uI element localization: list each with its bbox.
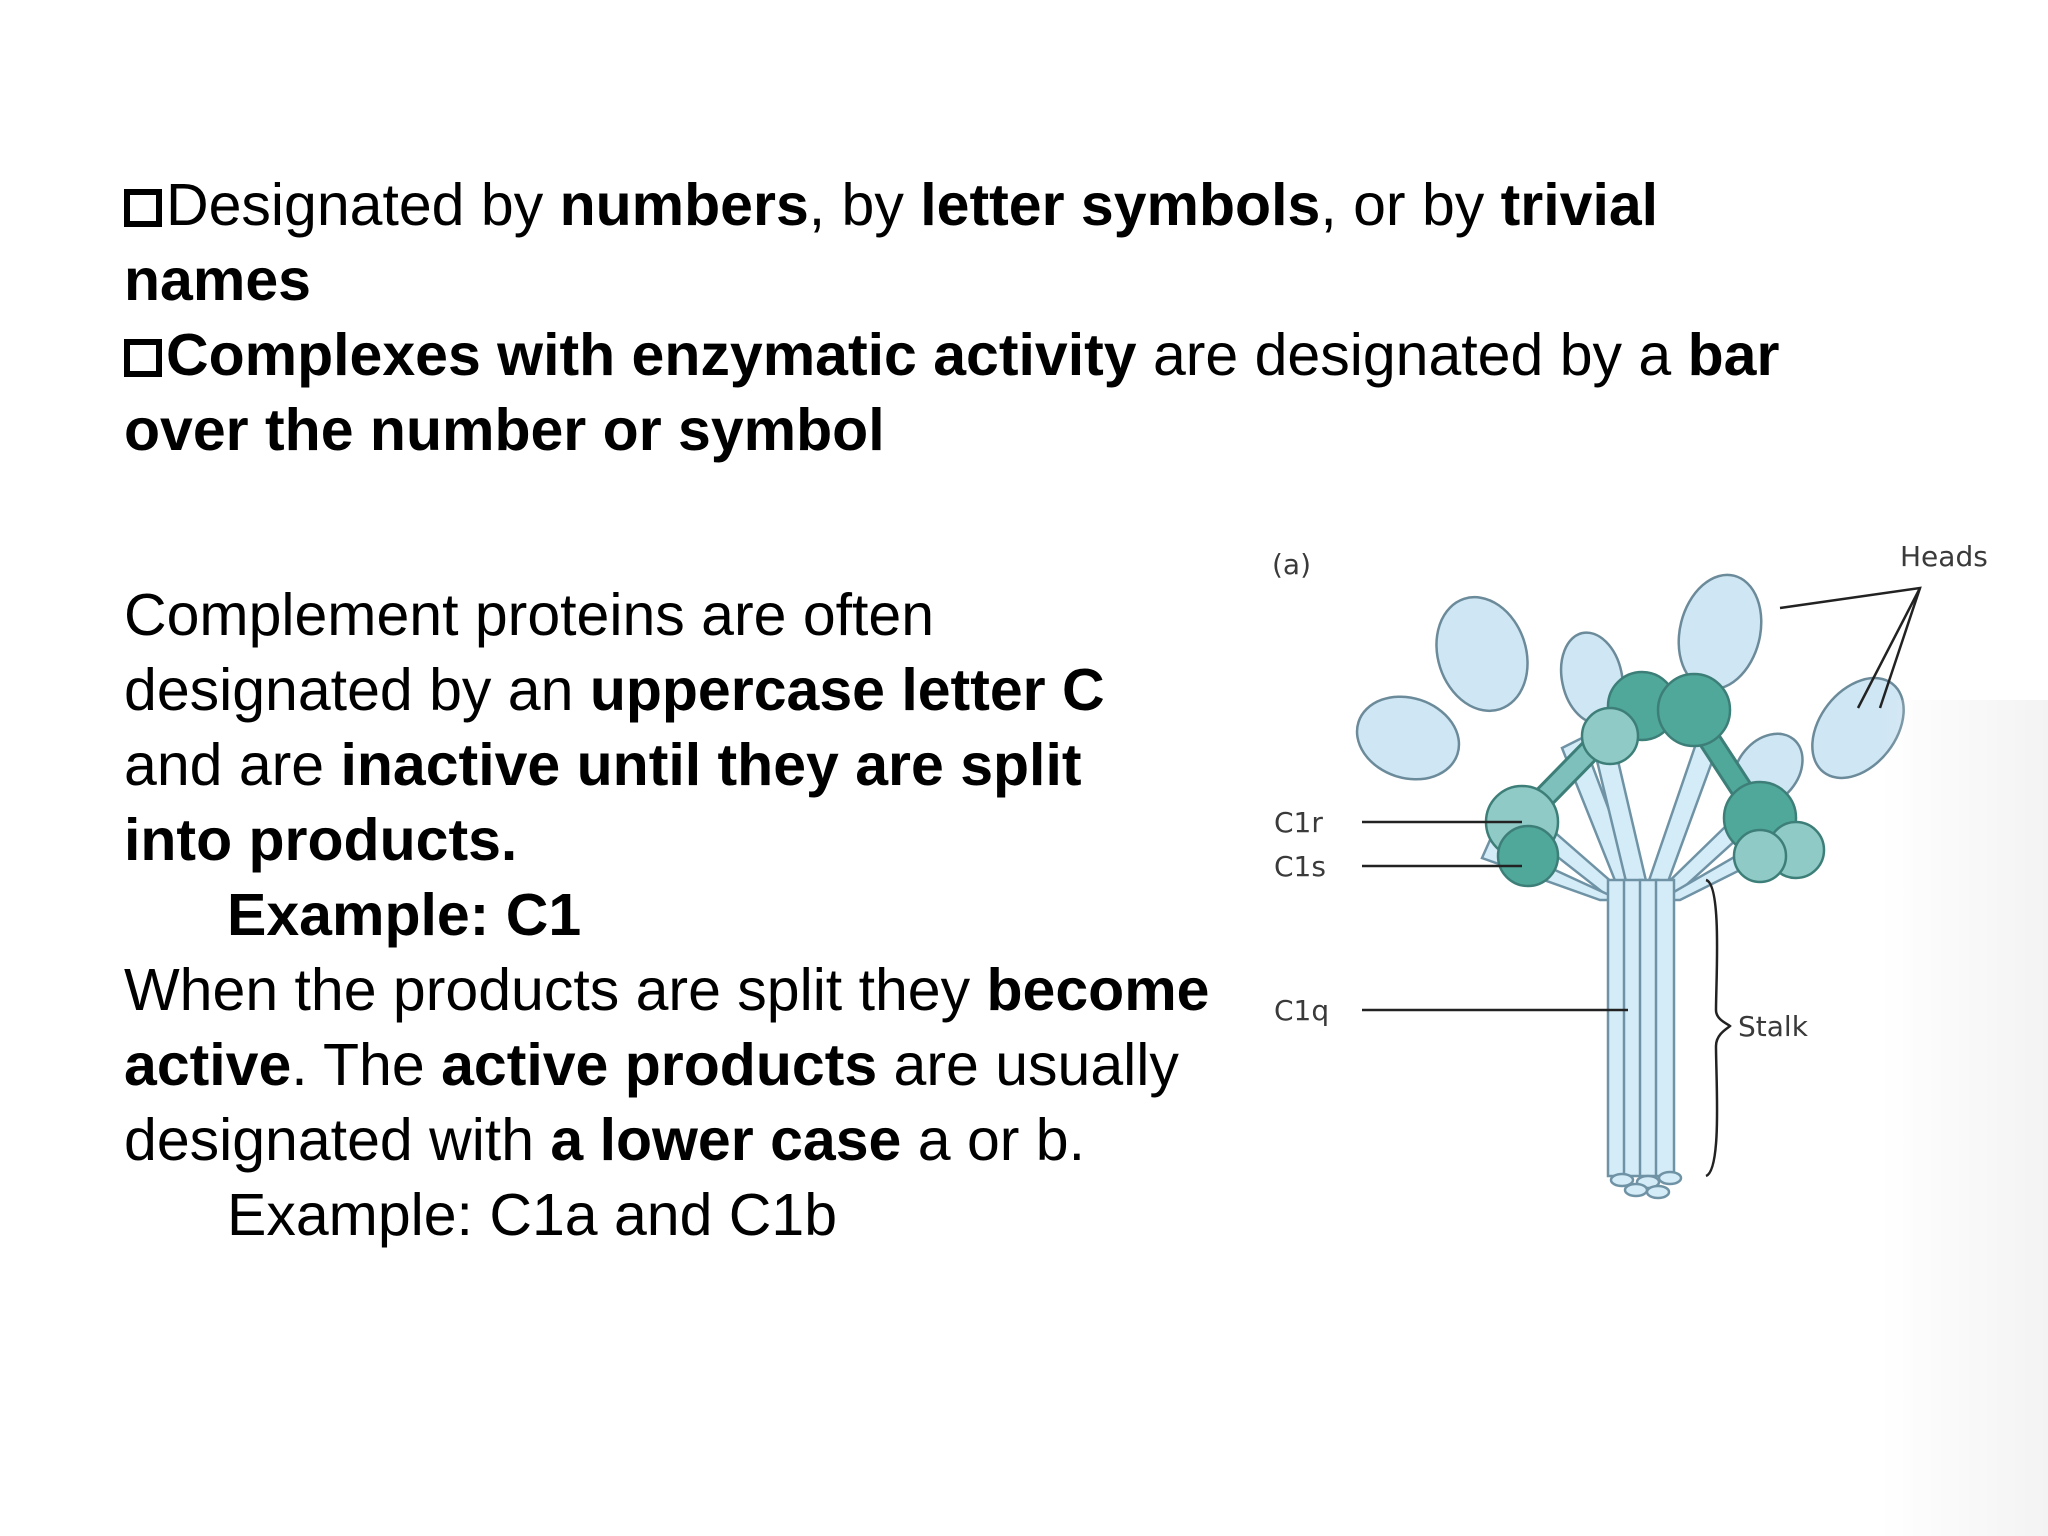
checkbox-bullet-icon (124, 189, 162, 227)
text-segment: numbers (559, 172, 809, 238)
text-segment: and are (124, 732, 341, 798)
text-segment: Designated by (166, 172, 560, 238)
c1r-label: C1r (1274, 806, 1323, 839)
text-segment: Complement proteins are often designated by an (124, 582, 935, 723)
stalk-label: Stalk (1738, 1010, 1808, 1043)
text-segment: Complexes with enzymatic activity (166, 322, 1137, 388)
text-segment: letter symbols (920, 172, 1321, 238)
bullet-item-naming (124, 168, 1824, 318)
paragraph-inactive (124, 578, 1184, 878)
example-c1a-c1b: Example: C1a and C1b (227, 1182, 838, 1248)
paragraph-active (124, 953, 1224, 1178)
text-segment: bar over the number or symbol (124, 322, 1780, 463)
page-edge-shading (1880, 700, 2048, 1536)
text-segment: When the products are split they (124, 957, 987, 1023)
bullet-list (124, 168, 1824, 468)
text-segment: active products (441, 1032, 878, 1098)
text-segment: become active (124, 957, 1210, 1098)
text-segment: trivial names (124, 172, 1659, 313)
text-segment: , or by (1320, 172, 1501, 238)
c1q-label: C1q (1274, 994, 1330, 1027)
text-segment: a lower case (550, 1107, 902, 1173)
text-segment: uppercase letter C (589, 657, 1105, 723)
checkbox-bullet-icon (124, 339, 162, 377)
text-segment: . The (291, 1032, 442, 1098)
text-segment: are usually designated with (124, 1032, 1179, 1173)
complement-description (124, 578, 1224, 1253)
example-c1: Example: C1 (227, 882, 582, 948)
bullet-item-enzymatic (124, 318, 1824, 468)
c1s-label: C1s (1274, 850, 1326, 883)
text-segment: are designated by a (1136, 322, 1688, 388)
heads-label: Heads (1900, 540, 1988, 573)
text-segment: a or b. (901, 1107, 1086, 1173)
text-segment: inactive until they are split into products. (124, 732, 1082, 873)
collagen-stalk (1608, 880, 1681, 1198)
bullet-2-text (124, 322, 1779, 463)
panel-label: (a) (1272, 548, 1312, 581)
text-segment: , by (808, 172, 921, 238)
bullet-1-text (124, 172, 1658, 313)
